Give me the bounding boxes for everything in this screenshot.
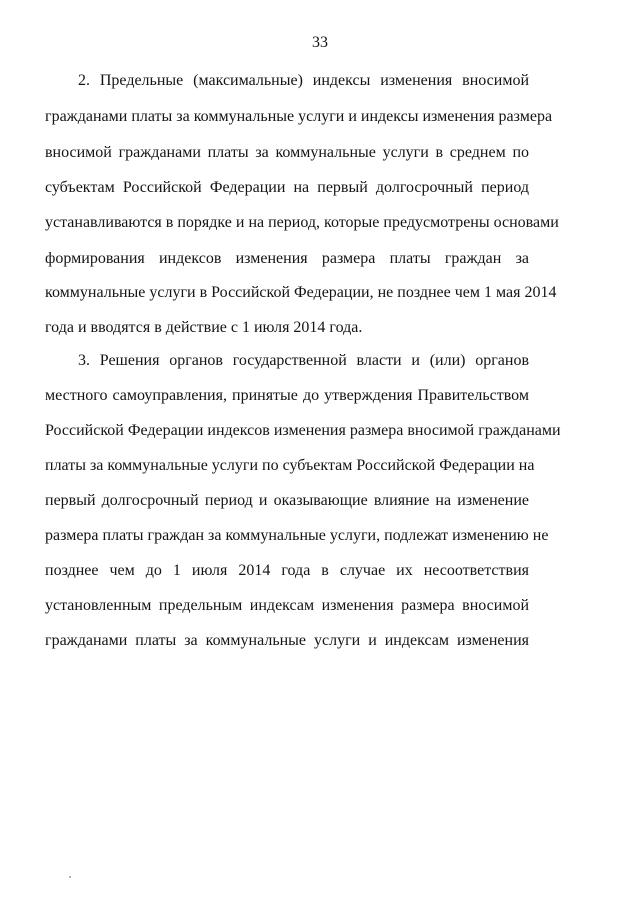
paragraph-2-line-6: формирования индексов изменения размера платы граждан за	[45, 250, 529, 267]
paragraph-3-line-3: Российской Федерации индексов изменения размера вносимой гражданами	[45, 422, 561, 439]
paragraph-2-line-1: 2. Предельные (максимальные) индексы изменения вносимой	[78, 72, 529, 89]
paragraph-2-line-4: субъектам Российской Федерации на первый долгосрочный период	[45, 179, 529, 196]
paragraph-2-line-8: года и вводятся в действие с 1 июля 2014 года.	[45, 319, 363, 336]
paragraph-3-line-2: местного самоуправления, принятые до утверждения Правительством	[45, 387, 529, 404]
paragraph-3-line-9: гражданами платы за коммунальные услуги и индексам изменения	[45, 632, 529, 649]
scan-artifact-dot	[69, 876, 71, 878]
paragraph-3-line-6: размера платы граждан за коммунальные услуги, подлежат изменению не	[45, 527, 549, 544]
paragraph-3-line-1: 3. Решения органов государственной власти и (или) органов	[78, 352, 529, 369]
paragraph-2-line-3: вносимой гражданами платы за коммунальные услуги в среднем по	[45, 144, 529, 161]
paragraph-2-line-7: коммунальные услуги в Российской Федерации, не позднее чем 1 мая 2014	[45, 284, 557, 301]
page-number: 33	[312, 34, 328, 51]
paragraph-2-line-2: гражданами платы за коммунальные услуги и индексы изменения размера	[45, 108, 553, 125]
paragraph-3-line-7: позднее чем до 1 июля 2014 года в случае их несоответствия	[45, 562, 529, 579]
paragraph-3-line-8: установленным предельным индексам изменения размера вносимой	[45, 597, 529, 614]
paragraph-3-line-5: первый долгосрочный период и оказывающие влияние на изменение	[45, 492, 529, 509]
paragraph-3-line-4: платы за коммунальные услуги по субъектам Российской Федерации на	[45, 457, 535, 474]
paragraph-2-line-5: устанавливаются в порядке и на период, которые предусмотрены основами	[45, 214, 559, 231]
